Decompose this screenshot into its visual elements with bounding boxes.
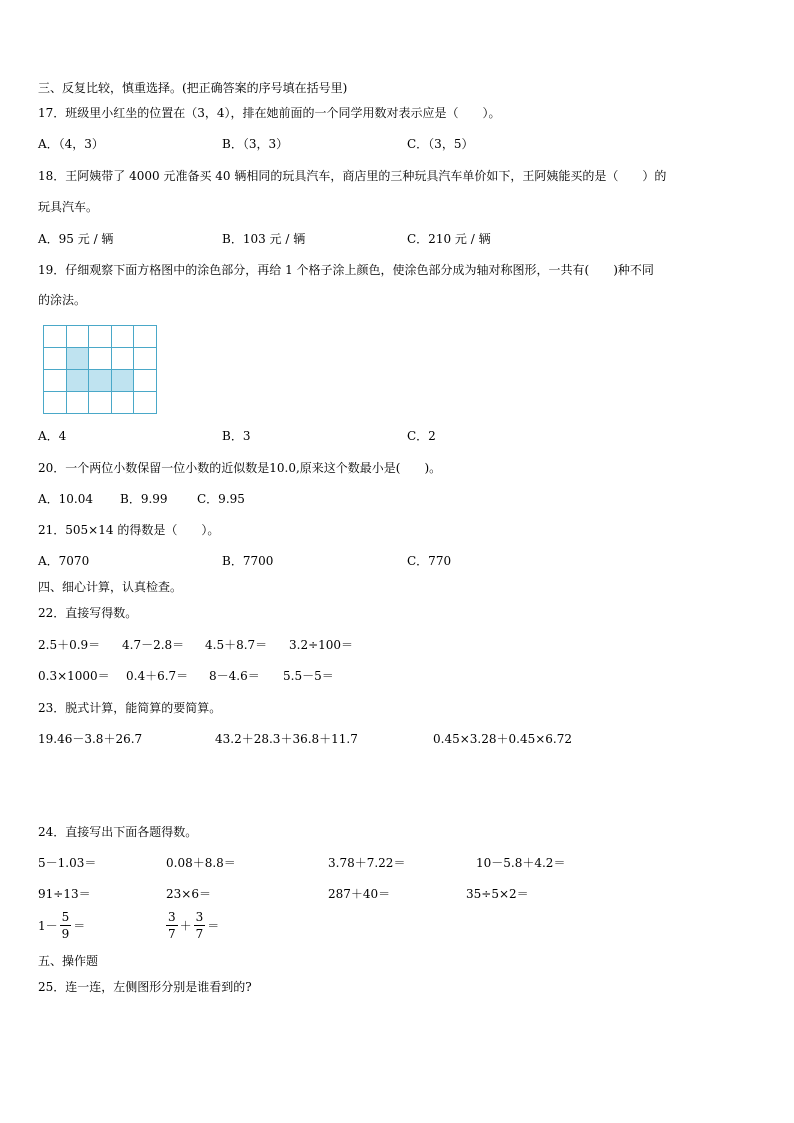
q17-option-b: B．（3，3） xyxy=(222,137,289,151)
q23-expr: 0.45×3.28＋0.45×6.72 xyxy=(433,732,572,746)
q22-expr: 5.5－5＝ xyxy=(283,669,334,683)
q18-stem-line2: 玩具汽车。 xyxy=(38,200,99,214)
q22-expr: 8－4.6＝ xyxy=(209,669,260,683)
q24-stem: 24．直接写出下面各题得数。 xyxy=(38,825,198,839)
q21-option-b: B．7700 xyxy=(222,554,274,568)
q20-option-a: A．10.04 xyxy=(38,492,94,506)
fraction: $\frac{3}{7}$ xyxy=(195,910,204,941)
q24-expr: 287＋40＝ xyxy=(328,887,391,901)
q24-expr: 35÷5×2＝ xyxy=(466,887,529,901)
q22-expr: 2.5＋0.9＝ xyxy=(38,638,101,652)
q22-expr: 4.7－2.8＝ xyxy=(122,638,185,652)
grid-cell xyxy=(111,369,135,392)
q21-stem: 21．505×14 的得数是（ ）。 xyxy=(38,523,220,537)
grid-cell xyxy=(133,325,157,348)
fraction: $\frac{5}{9}$ xyxy=(61,910,70,941)
section-5-title: 五、操作题 xyxy=(38,954,99,968)
q19-stem-line1: 19．仔细观察下面方格图中的涂色部分，再给 1 个格子涂上颜色，使涂色部分成为轴对称图形，一共有( )种不同 xyxy=(38,263,654,277)
q24-expr: 5－1.03＝ xyxy=(38,856,97,870)
q20-stem: 20．一个两位小数保留一位小数的近似数是10.0,原来这个数最小是( )。 xyxy=(38,461,442,475)
grid-cell xyxy=(43,391,67,414)
q24-expr: 3.78＋7.22＝ xyxy=(328,856,406,870)
q22-expr: 3.2÷100＝ xyxy=(289,638,354,652)
grid-cell xyxy=(88,325,112,348)
q24-expr: 0.08＋8.8＝ xyxy=(166,856,236,870)
grid-cell xyxy=(111,325,135,348)
q17-stem: 17．班级里小红坐的位置在（3，4），排在她前面的一个同学用数对表示应是（ ）。 xyxy=(38,106,501,120)
grid-cell xyxy=(43,369,67,392)
q25-stem: 25．连一连，左侧图形分别是谁看到的? xyxy=(38,980,252,994)
fraction: $\frac{3}{7}$ xyxy=(168,910,176,941)
q19-square-grid xyxy=(43,325,156,413)
grid-cell xyxy=(133,347,157,370)
q22-expr: 4.5＋8.7＝ xyxy=(205,638,268,652)
q24-fraction-expr-1: 1－ $\frac{5}{9}$ ＝ xyxy=(38,910,86,941)
q23-expr: 19.46－3.8＋26.7 xyxy=(38,732,143,746)
q21-option-a: A．7070 xyxy=(38,554,90,568)
q18-stem-line1: 18．王阿姨带了 4000 元准备买 40 辆相同的玩具汽车，商店里的三种玩具汽车单价如下，王阿姨能买的是（ ）的 xyxy=(38,169,667,183)
grid-cell xyxy=(111,347,135,370)
q19-stem-line2: 的涂法。 xyxy=(38,293,87,307)
q24-expr: 23×6＝ xyxy=(166,887,211,901)
q20-option-c: C．9.95 xyxy=(197,492,245,506)
grid-cell xyxy=(88,369,112,392)
grid-cell xyxy=(88,391,112,414)
grid-cell xyxy=(66,369,90,392)
grid-cell xyxy=(43,347,67,370)
q18-option-a: A．95 元 / 辆 xyxy=(38,232,114,246)
grid-cell xyxy=(133,369,157,392)
q24-fraction-expr-2: $\frac{3}{7}$ ＋ $\frac{3}{7}$ ＝ xyxy=(168,910,220,941)
q24-expr: 91÷13＝ xyxy=(38,887,91,901)
q24-expr: 10－5.8＋4.2＝ xyxy=(476,856,566,870)
q21-option-c: C．770 xyxy=(407,554,452,568)
q19-option-b: B．3 xyxy=(222,429,251,443)
grid-cell xyxy=(66,391,90,414)
grid-cell xyxy=(43,325,67,348)
grid-cell xyxy=(88,347,112,370)
grid-cell xyxy=(66,347,90,370)
grid-cell xyxy=(133,391,157,414)
grid-cell xyxy=(111,391,135,414)
q17-option-a: A．（4，3） xyxy=(38,137,104,151)
q23-stem: 23．脱式计算，能简算的要简算。 xyxy=(38,701,222,715)
q18-option-b: B．103 元 / 辆 xyxy=(222,232,306,246)
q23-expr: 43.2＋28.3＋36.8＋11.7 xyxy=(215,732,358,746)
q19-option-a: A．4 xyxy=(38,429,67,443)
q20-option-b: B．9.99 xyxy=(120,492,168,506)
q18-option-c: C．210 元 / 辆 xyxy=(407,232,491,246)
section-3-title: 三、反复比较，慎重选择。(把正确答案的序号填在括号里) xyxy=(38,81,348,95)
section-4-title: 四、细心计算，认真检查。 xyxy=(38,580,183,594)
q22-stem: 22．直接写得数。 xyxy=(38,606,138,620)
q22-expr: 0.4＋6.7＝ xyxy=(126,669,189,683)
grid-cell xyxy=(66,325,90,348)
q17-option-c: C．（3，5） xyxy=(407,137,474,151)
q19-option-c: C．2 xyxy=(407,429,436,443)
q22-expr: 0.3×1000＝ xyxy=(38,669,110,683)
